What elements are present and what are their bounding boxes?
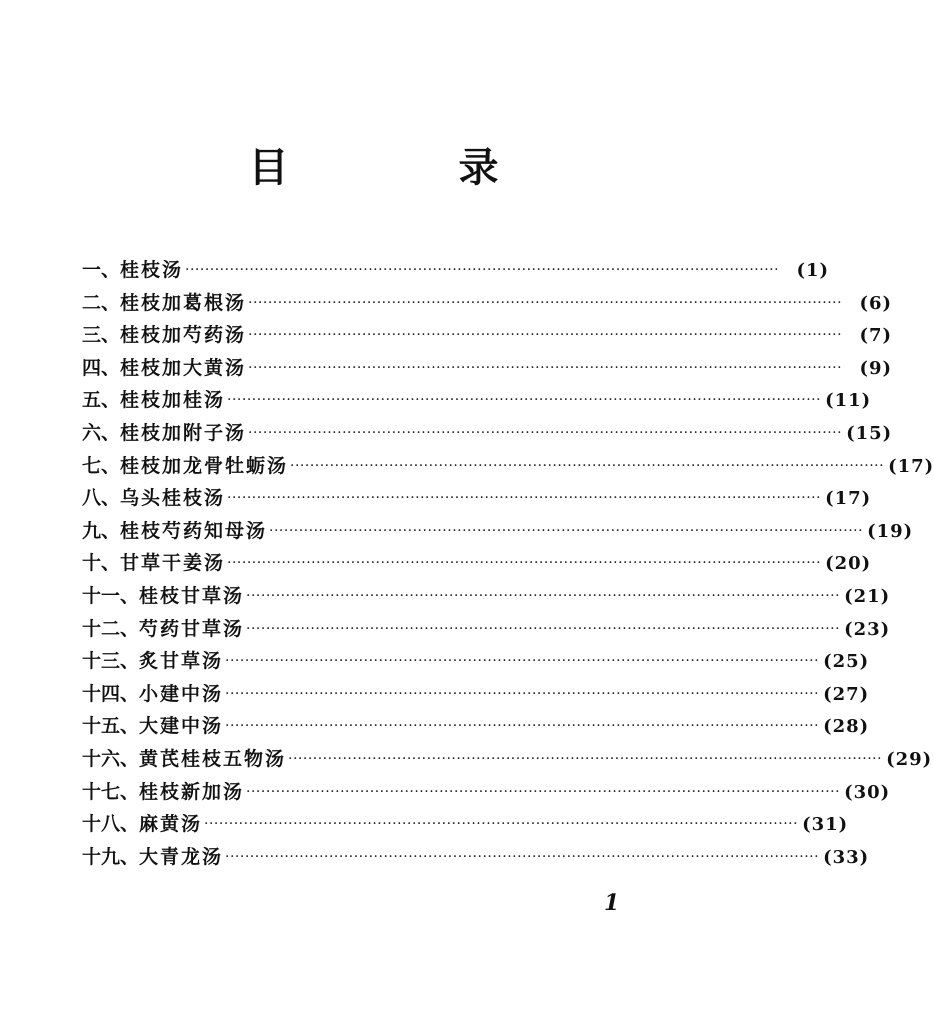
toc-entry-number: 十八、 — [82, 813, 140, 836]
toc-entry-title: 桂枝新加汤 — [139, 780, 245, 803]
toc-entry — [82, 777, 891, 810]
toc-entry-number: 六、 — [82, 421, 121, 444]
toc-entry-number: 十二、 — [82, 617, 140, 640]
toc-entry-number: 八、 — [82, 487, 121, 510]
toc-entry — [82, 711, 870, 744]
toc-entry-title: 芍药甘草汤 — [139, 617, 245, 640]
toc-leader-dots: ························································································································ — [269, 522, 864, 539]
toc-entry-page: (31) — [802, 814, 849, 836]
toc-entry-number: 三、 — [82, 324, 121, 347]
toc-entry-title: 桂枝加葛根汤 — [120, 291, 247, 314]
toc-leader-dots: ························································································································ — [248, 359, 843, 376]
toc-entry — [82, 288, 893, 321]
toc-leader-dots: ························································································································ — [227, 490, 822, 507]
toc-entry-number: 十三、 — [82, 650, 140, 673]
toc-entry-page: (9) — [859, 357, 893, 379]
toc-entry — [82, 516, 914, 549]
toc-entry-title: 桂枝加龙骨牡蛎汤 — [120, 454, 289, 477]
page-number: 1 — [604, 890, 620, 916]
toc-leader-dots: ························································································································ — [248, 327, 843, 344]
toc-entry — [82, 255, 830, 288]
toc-entry-page: (17) — [825, 488, 872, 510]
toc-entry-title: 小建中汤 — [139, 682, 224, 705]
toc-entry-title: 桂枝芍药知母汤 — [120, 519, 268, 542]
page-title: 目 录 — [248, 145, 577, 191]
toc-entry-title: 桂枝加附子汤 — [120, 421, 247, 444]
toc-entry-page: (6) — [859, 292, 893, 314]
toc-entry-number: 九、 — [82, 519, 121, 542]
toc-entry-page: (7) — [859, 325, 893, 347]
toc-entry — [82, 842, 870, 875]
toc-entry-title: 甘草干姜汤 — [120, 552, 226, 575]
toc-entry-number: 十七、 — [82, 780, 140, 803]
toc-entry — [82, 809, 849, 842]
toc-entry-title: 桂枝汤 — [120, 259, 184, 281]
toc-entry-number: 十九、 — [82, 845, 140, 868]
toc-entry-title: 麻黄汤 — [139, 813, 203, 836]
toc-entry-number: 十五、 — [82, 715, 140, 738]
toc-entry — [82, 483, 872, 516]
toc-entry-title: 桂枝加桂汤 — [120, 389, 226, 412]
toc-leader-dots: ························································································································ — [248, 294, 843, 311]
toc-entry-title: 炙甘草汤 — [139, 650, 224, 673]
toc-entry-page: (23) — [844, 618, 891, 640]
table-of-contents — [82, 255, 934, 874]
toc-leader-dots: ························································································································ — [227, 555, 822, 572]
toc-entry-page: (21) — [844, 585, 891, 607]
toc-entry — [82, 548, 872, 581]
toc-entry — [82, 418, 893, 451]
toc-entry — [82, 646, 870, 679]
toc-leader-dots: ························································································································ — [225, 848, 820, 865]
toc-entry-page: (29) — [886, 748, 933, 770]
toc-leader-dots: ························································································································ — [290, 457, 885, 474]
toc-entry-page: (28) — [823, 716, 870, 738]
toc-entry-page: (19) — [867, 520, 914, 542]
toc-entry-page: (1) — [796, 260, 830, 281]
toc-entry-title: 大青龙汤 — [139, 845, 224, 868]
toc-entry-page: (27) — [823, 683, 870, 705]
toc-entry-title: 桂枝加芍药汤 — [120, 324, 247, 347]
toc-entry — [82, 353, 893, 386]
toc-entry — [82, 451, 934, 484]
toc-entry — [82, 679, 870, 712]
toc-entry-number: 七、 — [82, 454, 121, 477]
toc-entry-number: 四、 — [82, 356, 121, 379]
toc-leader-dots: ························································································································ — [288, 750, 883, 767]
toc-leader-dots: ························································································································ — [246, 620, 841, 637]
toc-entry-number: 十四、 — [82, 682, 140, 705]
toc-entry-title: 黄芪桂枝五物汤 — [139, 747, 287, 770]
toc-entry-page: (15) — [846, 422, 893, 444]
toc-entry — [82, 385, 872, 418]
toc-leader-dots: ························································································································ — [185, 262, 780, 278]
toc-entry-number: 十六、 — [82, 747, 140, 770]
toc-entry — [82, 581, 891, 614]
toc-entry-number: 十一、 — [82, 584, 140, 607]
toc-entry — [82, 744, 933, 777]
toc-entry — [82, 614, 891, 647]
toc-leader-dots: ························································································································ — [227, 392, 822, 409]
toc-leader-dots: ························································································································ — [225, 718, 820, 735]
toc-leader-dots: ························································································································ — [225, 653, 820, 670]
toc-leader-dots: ························································································································ — [246, 783, 841, 800]
toc-entry-title: 大建中汤 — [139, 715, 224, 738]
toc-entry-page: (17) — [888, 455, 934, 477]
toc-entry-page: (11) — [825, 390, 872, 412]
toc-entry-page: (25) — [823, 651, 870, 673]
toc-entry-title: 乌头桂枝汤 — [120, 487, 226, 510]
toc-entry-title: 桂枝甘草汤 — [139, 584, 245, 607]
toc-entry-page: (30) — [844, 781, 891, 803]
toc-leader-dots: ························································································································ — [248, 424, 843, 441]
toc-leader-dots: ························································································································ — [204, 816, 799, 833]
toc-entry — [82, 320, 893, 353]
toc-entry-number: 十、 — [82, 552, 121, 575]
toc-entry-page: (33) — [823, 846, 870, 868]
toc-entry-number: 一、 — [82, 259, 121, 281]
toc-leader-dots: ························································································································ — [225, 685, 820, 702]
toc-entry-title: 桂枝加大黄汤 — [120, 356, 247, 379]
toc-entry-page: (20) — [825, 553, 872, 575]
toc-entry-number: 五、 — [82, 389, 121, 412]
toc-leader-dots: ························································································································ — [246, 587, 841, 604]
toc-entry-number: 二、 — [82, 291, 121, 314]
